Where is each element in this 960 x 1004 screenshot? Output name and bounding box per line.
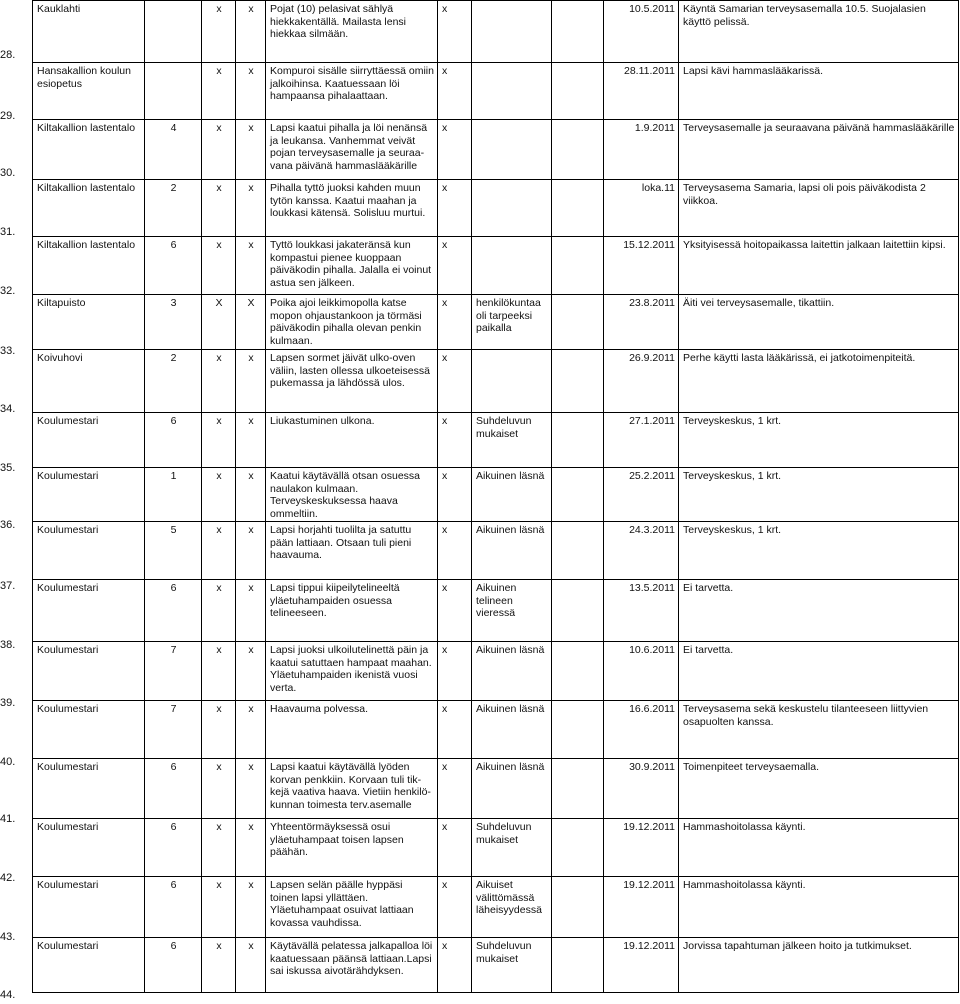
- age-cell: 2: [145, 350, 202, 413]
- date-cell: loka.11: [604, 180, 679, 237]
- description-cell: Kaatui käytävällä otsan osuessa naulakon kulmaan. Terveyskeskuksessa haava ommeltiin.: [266, 468, 438, 522]
- date-cell: 10.5.2011: [604, 1, 679, 63]
- place-cell: Koulumestari: [33, 642, 145, 701]
- action-cell: Jorvissa tapahtuman jälkeen hoito ja tutkimukset.: [679, 938, 959, 993]
- mark-cell: x: [202, 759, 236, 819]
- date-cell: 19.12.2011: [604, 877, 679, 938]
- description-cell: Kompuroi sisälle siirryttäessä omiin jalkoihinsa. Kaatuessaan löi hampaansa pihalaattaan.: [266, 63, 438, 120]
- table-row: [33, 237, 959, 295]
- mark-cell: x: [202, 701, 236, 759]
- table-row: [33, 295, 959, 350]
- extra-cell: [552, 819, 604, 877]
- mark-cell: x: [438, 413, 472, 468]
- mark-cell: x: [438, 237, 472, 295]
- place-cell: Hansakallion koulun esiopetus: [33, 63, 145, 120]
- age-cell: 7: [145, 642, 202, 701]
- supervision-cell: [472, 237, 552, 295]
- action-cell: Hammashoitolassa käynti.: [679, 877, 959, 938]
- mark-cell: x: [438, 522, 472, 580]
- mark-cell: x: [202, 413, 236, 468]
- table-row: [33, 877, 959, 938]
- mark-cell: x: [236, 522, 266, 580]
- extra-cell: [552, 522, 604, 580]
- mark-cell: x: [236, 759, 266, 819]
- mark-cell: x: [438, 468, 472, 522]
- mark-cell: x: [236, 938, 266, 993]
- supervision-cell: Aikuinen läsnä: [472, 468, 552, 522]
- supervision-cell: Aikuinen läsnä: [472, 522, 552, 580]
- age-cell: 3: [145, 295, 202, 350]
- mark-cell: x: [202, 877, 236, 938]
- extra-cell: [552, 938, 604, 993]
- age-cell: 2: [145, 180, 202, 237]
- mark-cell: x: [438, 580, 472, 642]
- age-cell: 1: [145, 468, 202, 522]
- supervision-cell: [472, 1, 552, 63]
- date-cell: 19.12.2011: [604, 819, 679, 877]
- description-cell: Pihalla tyttö juoksi kahden muun tytön kanssa. Kaatui maahan ja loukkasi kätensä. Solisluu murtui.: [266, 180, 438, 237]
- date-cell: 19.12.2011: [604, 938, 679, 993]
- place-cell: Koulumestari: [33, 819, 145, 877]
- description-cell: Lapsi kaatui käytävällä lyöden korvan penkkiin. Korvaan tuli tik-kejä vaativa haava. Vietiin henkilö-kunnan toimesta terv.asemalle: [266, 759, 438, 819]
- description-cell: Lapsi kaatui pihalla ja löi nenänsä ja leukansa. Vanhemmat veivät pojan terveysasemalle ja seuraa-vana päivänä hammaslääkärille: [266, 120, 438, 180]
- extra-cell: [552, 237, 604, 295]
- row-number: 41.: [0, 813, 16, 825]
- mark-cell: x: [236, 701, 266, 759]
- mark-cell: x: [202, 468, 236, 522]
- mark-cell: x: [202, 642, 236, 701]
- description-cell: Yhteentörmäyksessä osui yläetuhampaat toisen lapsen päähän.: [266, 819, 438, 877]
- table-row: [33, 580, 959, 642]
- table-row: [33, 938, 959, 993]
- mark-cell: x: [236, 642, 266, 701]
- extra-cell: [552, 642, 604, 701]
- row-number: 29.: [0, 110, 16, 122]
- description-cell: Lapsi juoksi ulkoilutelinettä päin ja kaatui satuttaen hampaat maahan. Yläetuhampaiden ikenistä vuosi verta.: [266, 642, 438, 701]
- row-number: 37.: [0, 580, 16, 592]
- action-cell: Ei tarvetta.: [679, 580, 959, 642]
- age-cell: 6: [145, 938, 202, 993]
- description-cell: Liukastuminen ulkona.: [266, 413, 438, 468]
- extra-cell: [552, 413, 604, 468]
- place-cell: Koulumestari: [33, 759, 145, 819]
- supervision-cell: Aikuinen läsnä: [472, 759, 552, 819]
- supervision-cell: [472, 180, 552, 237]
- row-number: 36.: [0, 519, 16, 531]
- place-cell: Kiltakallion lastentalo: [33, 237, 145, 295]
- extra-cell: [552, 468, 604, 522]
- row-number: 39.: [0, 697, 16, 709]
- table-row: [33, 468, 959, 522]
- description-cell: Lapsi horjahti tuolilta ja satuttu pään lattiaan. Otsaan tuli pieni haavauma.: [266, 522, 438, 580]
- action-cell: Terveysasema sekä keskustelu tilanteeseen liittyvien osapuolten kanssa.: [679, 701, 959, 759]
- table-row: [33, 701, 959, 759]
- action-cell: Yksityisessä hoitopaikassa laitettin jalkaan laitettiin kipsi.: [679, 237, 959, 295]
- supervision-cell: Aikuinen läsnä: [472, 701, 552, 759]
- row-number: 43.: [0, 931, 16, 943]
- row-number: 40.: [0, 756, 16, 768]
- row-number: 30.: [0, 167, 16, 179]
- supervision-cell: [472, 350, 552, 413]
- mark-cell: x: [438, 938, 472, 993]
- age-cell: 6: [145, 580, 202, 642]
- mark-cell: x: [236, 180, 266, 237]
- row-number: 28.: [0, 49, 16, 61]
- row-number-column: [0, 0, 32, 1004]
- date-cell: 28.11.2011: [604, 63, 679, 120]
- age-cell: [145, 63, 202, 120]
- mark-cell: x: [236, 580, 266, 642]
- mark-cell: x: [236, 120, 266, 180]
- mark-cell: x: [236, 819, 266, 877]
- age-cell: 6: [145, 237, 202, 295]
- date-cell: 24.3.2011: [604, 522, 679, 580]
- extra-cell: [552, 1, 604, 63]
- date-cell: 27.1.2011: [604, 413, 679, 468]
- mark-cell: x: [202, 350, 236, 413]
- mark-cell: x: [438, 1, 472, 63]
- place-cell: Koulumestari: [33, 938, 145, 993]
- action-cell: Terveyskeskus, 1 krt.: [679, 468, 959, 522]
- place-cell: Koulumestari: [33, 701, 145, 759]
- action-cell: Terveysasema Samaria, lapsi oli pois päiväkodista 2 viikkoa.: [679, 180, 959, 237]
- place-cell: Kiltapuisto: [33, 295, 145, 350]
- age-cell: [145, 1, 202, 63]
- mark-cell: x: [236, 63, 266, 120]
- date-cell: 10.6.2011: [604, 642, 679, 701]
- supervision-cell: Aikuinen läsnä: [472, 642, 552, 701]
- extra-cell: [552, 180, 604, 237]
- action-cell: Terveyskeskus, 1 krt.: [679, 413, 959, 468]
- supervision-cell: henkilökuntaa oli tarpeeksi paikalla: [472, 295, 552, 350]
- row-number: 33.: [0, 345, 16, 357]
- description-cell: Tyttö loukkasi jakateränsä kun kompastui pienee kuoppaan päiväkodin pihalla. Jalalla ei voinut astua sen jälkeen.: [266, 237, 438, 295]
- table-row: [33, 1, 959, 63]
- date-cell: 26.9.2011: [604, 350, 679, 413]
- mark-cell: x: [438, 877, 472, 938]
- mark-cell: x: [438, 350, 472, 413]
- table-row: [33, 350, 959, 413]
- place-cell: Kiltakallion lastentalo: [33, 120, 145, 180]
- action-cell: Ei tarvetta.: [679, 642, 959, 701]
- mark-cell: x: [236, 413, 266, 468]
- extra-cell: [552, 877, 604, 938]
- mark-cell: x: [236, 350, 266, 413]
- table-row: [33, 63, 959, 120]
- extra-cell: [552, 759, 604, 819]
- action-cell: Terveyskeskus, 1 krt.: [679, 522, 959, 580]
- table-row: [33, 819, 959, 877]
- row-number: 42.: [0, 872, 16, 884]
- incident-table: [32, 0, 959, 993]
- table-row: [33, 413, 959, 468]
- description-cell: Haavauma polvessa.: [266, 701, 438, 759]
- action-cell: Äiti vei terveysasemalle, tikattiin.: [679, 295, 959, 350]
- description-cell: Käytävällä pelatessa jalkapalloa löi kaatuessaan päänsä lattiaan.Lapsi sai iskussa aivotärähdyksen.: [266, 938, 438, 993]
- extra-cell: [552, 580, 604, 642]
- place-cell: Kiltakallion lastentalo: [33, 180, 145, 237]
- mark-cell: x: [236, 1, 266, 63]
- supervision-cell: Aikuinen telineen vieressä: [472, 580, 552, 642]
- mark-cell: x: [202, 63, 236, 120]
- mark-cell: x: [202, 580, 236, 642]
- mark-cell: x: [202, 180, 236, 237]
- description-cell: Lapsen sormet jäivät ulko-oven väliin, lasten ollessa ulkoeteisessä pukemassa ja lähdössä ulos.: [266, 350, 438, 413]
- date-cell: 16.6.2011: [604, 701, 679, 759]
- mark-cell: x: [438, 295, 472, 350]
- extra-cell: [552, 701, 604, 759]
- extra-cell: [552, 295, 604, 350]
- age-cell: 5: [145, 522, 202, 580]
- extra-cell: [552, 63, 604, 120]
- row-number: 35.: [0, 462, 16, 474]
- supervision-cell: Suhdeluvun mukaiset: [472, 938, 552, 993]
- mark-cell: x: [202, 938, 236, 993]
- place-cell: Koulumestari: [33, 580, 145, 642]
- action-cell: Perhe käytti lasta lääkärissä, ei jatkotoimenpiteitä.: [679, 350, 959, 413]
- row-number: 32.: [0, 285, 16, 297]
- supervision-cell: Aikuiset välittömässä läheisyydessä: [472, 877, 552, 938]
- date-cell: 25.2.2011: [604, 468, 679, 522]
- mark-cell: x: [202, 1, 236, 63]
- mark-cell: x: [202, 819, 236, 877]
- mark-cell: X: [202, 295, 236, 350]
- table-row: [33, 759, 959, 819]
- age-cell: 6: [145, 413, 202, 468]
- supervision-cell: [472, 63, 552, 120]
- date-cell: 30.9.2011: [604, 759, 679, 819]
- row-number: 34.: [0, 403, 16, 415]
- action-cell: Hammashoitolassa käynti.: [679, 819, 959, 877]
- extra-cell: [552, 350, 604, 413]
- mark-cell: X: [236, 295, 266, 350]
- mark-cell: x: [438, 701, 472, 759]
- place-cell: Koulumestari: [33, 413, 145, 468]
- table-row: [33, 522, 959, 580]
- place-cell: Koulumestari: [33, 522, 145, 580]
- mark-cell: x: [438, 180, 472, 237]
- place-cell: Koulumestari: [33, 877, 145, 938]
- action-cell: Lapsi kävi hammaslääkarissä.: [679, 63, 959, 120]
- extra-cell: [552, 120, 604, 180]
- date-cell: 1.9.2011: [604, 120, 679, 180]
- mark-cell: x: [438, 120, 472, 180]
- mark-cell: x: [202, 120, 236, 180]
- age-cell: 6: [145, 819, 202, 877]
- mark-cell: x: [236, 237, 266, 295]
- row-number: 38.: [0, 639, 16, 651]
- mark-cell: x: [202, 522, 236, 580]
- age-cell: 4: [145, 120, 202, 180]
- age-cell: 6: [145, 759, 202, 819]
- date-cell: 13.5.2011: [604, 580, 679, 642]
- place-cell: Koulumestari: [33, 468, 145, 522]
- mark-cell: x: [438, 642, 472, 701]
- action-cell: Käyntä Samarian terveysasemalla 10.5. Suojalasien käyttö pelissä.: [679, 1, 959, 63]
- description-cell: Poika ajoi leikkimopolla katse mopon ohjaustankoon ja törmäsi päiväkodin pihalla olevan penkin kulmaan.: [266, 295, 438, 350]
- mark-cell: x: [438, 759, 472, 819]
- mark-cell: x: [202, 237, 236, 295]
- row-number: 31.: [0, 226, 16, 238]
- date-cell: 15.12.2011: [604, 237, 679, 295]
- description-cell: Lapsi tippui kiipeilytelineeltä yläetuhampaiden osuessa telineeseen.: [266, 580, 438, 642]
- supervision-cell: Suhdeluvun mukaiset: [472, 413, 552, 468]
- mark-cell: x: [236, 877, 266, 938]
- supervision-cell: Suhdeluvun mukaiset: [472, 819, 552, 877]
- table-row: [33, 120, 959, 180]
- table-row: [33, 180, 959, 237]
- supervision-cell: [472, 120, 552, 180]
- mark-cell: x: [438, 819, 472, 877]
- table-row: [33, 642, 959, 701]
- row-number: 44.: [0, 989, 16, 1001]
- mark-cell: x: [438, 63, 472, 120]
- description-cell: Lapsen selän päälle hyppäsi toinen lapsi yllättäen. Yläetuhampaat osuivat lattiaan kovassa vauhdissa.: [266, 877, 438, 938]
- age-cell: 7: [145, 701, 202, 759]
- date-cell: 23.8.2011: [604, 295, 679, 350]
- action-cell: Terveysasemalle ja seuraavana päivänä hammaslääkärille: [679, 120, 959, 180]
- description-cell: Pojat (10) pelasivat sählyä hiekkakentällä. Mailasta lensi hiekkaa silmään.: [266, 1, 438, 63]
- age-cell: 6: [145, 877, 202, 938]
- place-cell: Kauklahti: [33, 1, 145, 63]
- place-cell: Koivuhovi: [33, 350, 145, 413]
- action-cell: Toimenpiteet terveysaemalla.: [679, 759, 959, 819]
- mark-cell: x: [236, 468, 266, 522]
